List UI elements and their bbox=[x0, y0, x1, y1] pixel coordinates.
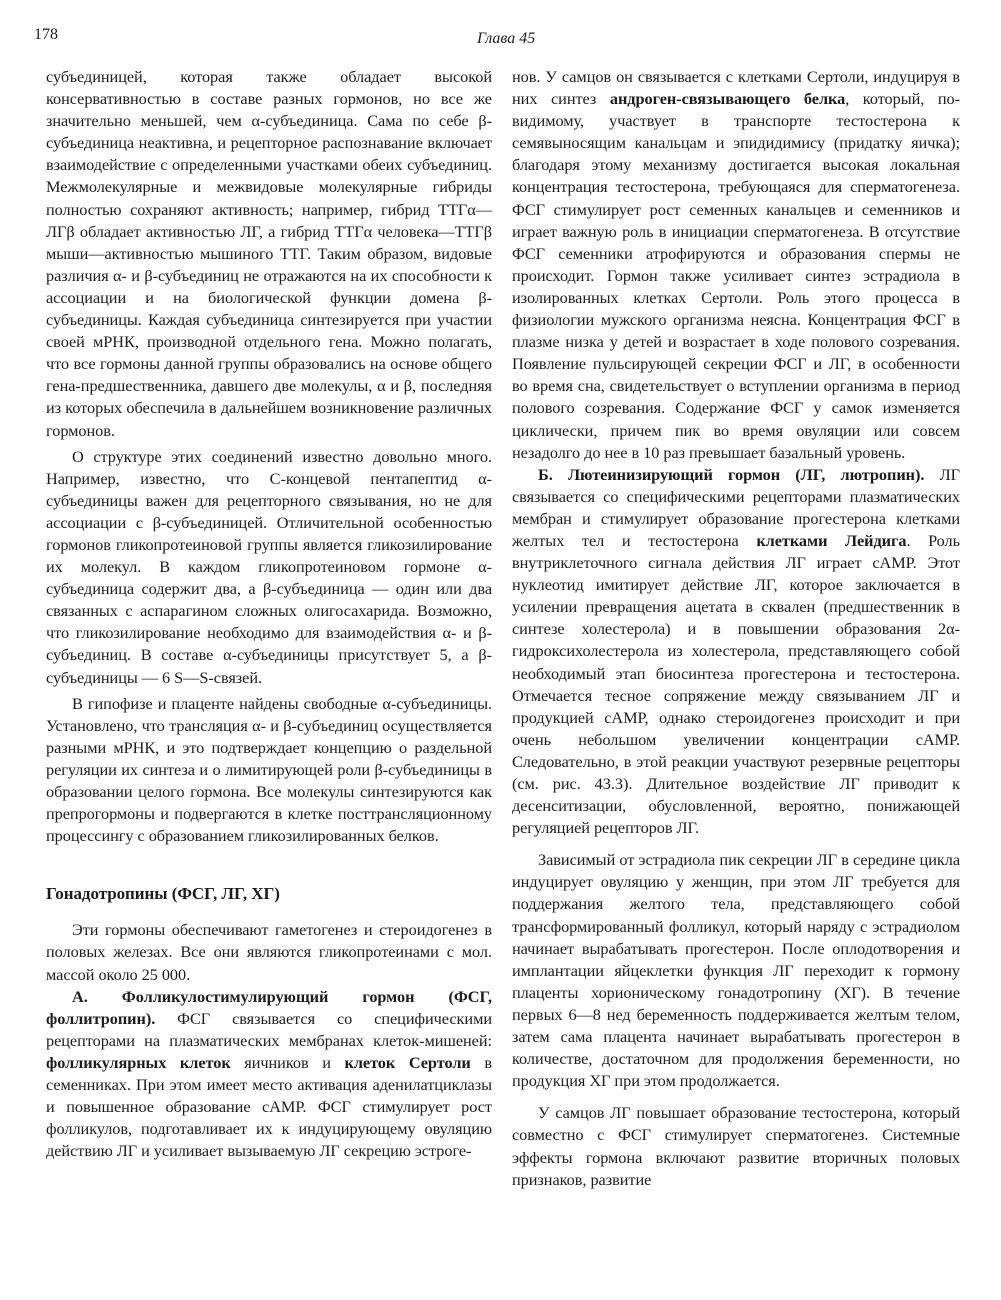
term: клеток Сертоли bbox=[344, 1052, 471, 1072]
running-head: Глава 45 bbox=[477, 30, 536, 47]
paragraph: В гипофизе и плаценте найдены свободные α-субъединицы. Установлено, что трансляция α- и β-субъединиц осуществляется разными мРНК, и это подтверждает концепцию о раздельной регуляции их синтеза и о лимитирующей роли β-субъединицы в образовании целого гормона. Все молекулы синтезируются как препрогормоны и подвергаются в клетке посттрансляционному процессингу с образованием гликозилированных белков. bbox=[46, 693, 492, 846]
term: клетками Лейдига bbox=[756, 530, 907, 550]
text-run: . Роль внутриклеточного сигнала действия ЛГ играет сАМР. Этот нуклеотид имитирует действие ЛГ, которое заключается в усилении превращения ацетата в сквален (предшественник в синтезе холестерола) и в повышении образования 2α-гидроксихолестерола из холестерола, представляющего собой необходимый этап биосинтеза прогестерона и тестостерона. Отмечается тесное сопряжение между связыванием ЛГ и продукцией сАМР, однако стероидогенез происходит и при очень небольшом увеличении концентрации сАМР. Следовательно, в этой реакции участвуют резервные рецепторы (см. рис. 43.3). Длительное воздействие ЛГ приводит к десенситизации, обусловленной, вероятно, понижающей регуляцией рецепторов ЛГ. bbox=[512, 530, 960, 838]
text-run: нов. У самцов он связывается с клетками Сертоли, индуцируя в них синтез bbox=[512, 67, 960, 109]
paragraph bbox=[512, 66, 960, 464]
text-run: в семенниках. При этом имеет место активация аденилатциклазы и повышенное образование сАМР. ФСГ стимулирует рост фолликулов, подготавливает их к индуцирующему овуляцию действию ЛГ и усиливает вызываемую ЛГ секрецию эстроге- bbox=[46, 1052, 492, 1161]
section-heading: Гонадотропины (ФСГ, ЛГ, ХГ) bbox=[46, 884, 280, 904]
term: андроген-связывающего белка bbox=[609, 89, 846, 109]
paragraph: субъединицей, которая также обладает высокой консервативностью в составе разных гормонов, но все же значительно меньшей, чем α-субъединица. Сама по себе β-субъединица неактивна, и рецепторное распознавание включает взаимодействие с определенными участками обеих субъединиц. Межмолекулярные и межвидовые молекулярные гибриды полностью сохраняют активность; например, гибрид ТТГα—ЛГβ обладает активностью ЛГ, а гибрид ТТГα человека—ТТГβ мыши—активностью мышиного ТТГ. Таким образом, видовые различия α- и β-субъединиц не отражаются на их способности к ассоциации и на биологической функции домена β-субъединицы. Каждая субъединица синтезируется при участии своей мРНК, производной отдельного гена. Можно полагать, что все гормоны данной группы образовались на основе общего гена-предшественника, давшего две молекулы, α и β, последняя из которых обеспечила в дальнейшем возникновение различных гормонов. bbox=[46, 67, 492, 440]
paragraph: О структуре этих соединений известно довольно много. Например, известно, что С-концевой пентапептид α-субъединицы важен для рецепторного связывания, но не для ассоциации с β-субъединицей. Отличительной особенностью гормонов гликопротеиновой группы является гликозилирование их молекул. В каждом гликопротеиновом гормоне α-субъединица содержит два, а β-субъединица — один или два связанных с аспарагином сложных олигосахарида. Возможно, что гликозилирование необходимо для взаимодействия α- и β-субъединиц. В составе α-субъединицы присутствует 5, а β-субъединицы — 6 S—S-связей. bbox=[46, 446, 492, 687]
text-run: ЛГ связывается со специфическими рецепторами плазматических мембран и стимулирует образование прогестерона клетками желтых тел и тестостерона bbox=[512, 464, 960, 550]
paragraph: У самцов ЛГ повышает образование тестостерона, который совместно с ФСГ стимулирует сперматогенез. Системные эффекты гормона включают развитие вторичных половых признаков, развитие bbox=[512, 1103, 960, 1189]
subheading: А. Фолликулостимулирующий гормон (ФСГ, фоллитропин). bbox=[46, 986, 492, 1028]
page-number: 178 bbox=[34, 26, 58, 43]
paragraph bbox=[46, 986, 492, 1163]
paragraph bbox=[512, 464, 960, 840]
term: фолликулярных клеток bbox=[46, 1052, 231, 1072]
right-column bbox=[512, 66, 960, 1191]
text-run: яичников и bbox=[230, 1052, 345, 1072]
paragraph: Зависимый от эстрадиола пик секреции ЛГ в середине цикла индуцирует овуляцию у женщин, при этом ЛГ требуется для поддержания желтого тела, представляющего собой трансформированный фолликул, который наряду с эстрадиолом начинает вырабатывать прогестерон. После оплодотворения и имплантации яйцеклетки функция ЛГ переходит к гормону плаценты хорионическому гонадотропину (ХГ). В течение первых 6—8 нед беременность поддерживается желтым телом, затем сама плацента начинает вырабатывать прогестерон в количестве, достаточном для продолжения беременности, но продукция ХГ при этом продолжается. bbox=[512, 850, 960, 1091]
text-run: ФСГ связывается со специфическими рецепторами на плазматических мембранах клеток-мишеней: bbox=[46, 1008, 492, 1050]
left-column bbox=[46, 66, 492, 1162]
paragraph: Эти гормоны обеспечивают гаметогенез и стероидогенез в половых железах. Все они являются гликопротеинами с мол. массой около 25 000. bbox=[46, 920, 492, 984]
subheading: Б. Лютеинизирующий гормон (ЛГ, лютропин). bbox=[538, 464, 925, 484]
text-run: , который, по-видимому, участвует в транспорте тестостерона к семявыносящим канальцам и эпидидимису (придатку яичка); благодаря этому механизму достигается высокая локальная концентрация тестостерона, требующаяся для сперматогенеза. ФСГ стимулирует рост семенных канальцев и семенников и играет важную роль в инициации сперматогенеза. В отсутствие ФСГ семенники атрофируются и образования спермы не происходит. Гормон также усиливает синтез эстрадиола в изолированных клетках Сертоли. Роль этого процесса в физиологии мужского организма неясна. Концентрация ФСГ в плазме низка у детей и возрастает в ходе полового созревания. Появление пульсирующей секреции ФСГ и ЛГ, в особенности во время сна, свидетельствует о вступлении организма в период полового созревания. Содержание ФСГ у самок изменяется циклически, причем пик во время овуляции или совсем незадолго до нее в 10 раз превышает базальный уровень. bbox=[512, 89, 960, 462]
